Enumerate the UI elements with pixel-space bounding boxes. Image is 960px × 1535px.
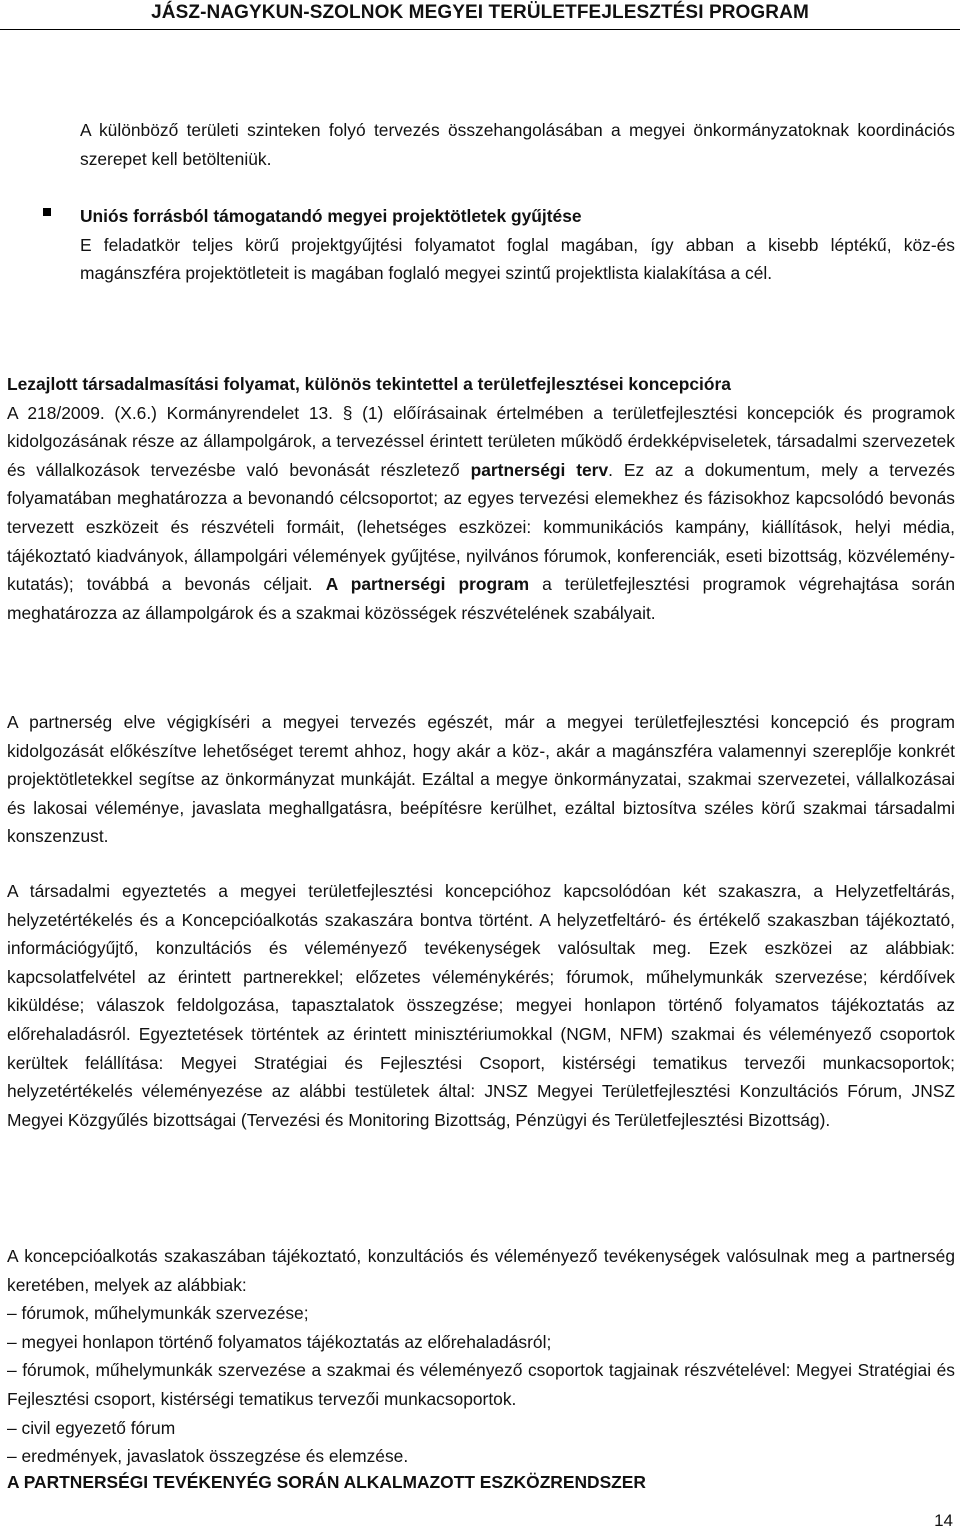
list-item: – fórumok, műhelymunkák szervezése a szakmai és véleményező csoportok tagjainak részvételével: Megyei Stratégiai és Fejlesztési csoport, kistérségi tematikus tervezői munkacsoportok. xyxy=(7,1360,955,1409)
regulation-text-c: a területfejlesztési programok végrehajtása során meghatározza az állampolgárok és a szakmai közösségek részvételének szabályait. xyxy=(7,574,955,623)
list-intro: A koncepcióalkotás szakaszában tájékoztató, konzultációs és véleményező tevékenységek valósulnak meg a partnerség keretében, melyek az alábbiak: xyxy=(7,1246,955,1295)
intro-paragraph: A különböző területi szinteken folyó tervezés összehangolásában a megyei önkormányzatoknak koordinációs szerepet kell betölteniük. xyxy=(80,120,955,169)
regulation-text-a: A 218/2009. (X.6.) Kormányrendelet 13. § (1) előírásainak értelmében a területfejlesztési koncepciók és programok kidolgozásának része az állampolgárok, a tervezéssel érintett területen működő érdekképviseletek, társadalmi szervezetek és vállalkozások tervezésbe való bevonását részletező xyxy=(7,402,955,480)
section-paragraph-1 xyxy=(7,370,955,627)
partnership-plan-term: partnerségi terv xyxy=(470,459,609,480)
section-2-heading-text: A PARTNERSÉGI TEVÉKENYÉG SORÁN ALKALMAZOTT ESZKÖZRENDSZER xyxy=(7,1472,646,1492)
list-item: – megyei honlapon történő folyamatos tájékoztatás az előrehaladásról; xyxy=(7,1331,552,1352)
section-heading: Lezajlott társadalmasítási folyamat, különös tekintettel a területfejlesztései koncepcióra xyxy=(7,374,731,394)
list-item: – fórumok, műhelymunkák szervezése; xyxy=(7,1303,309,1324)
partnership-program-term: A partnerségi program xyxy=(325,574,530,595)
page-number: 14 xyxy=(934,1511,953,1530)
header-divider xyxy=(0,29,960,30)
bullet-heading: Uniós forrásból támogatandó megyei projektötletek gyűjtése xyxy=(80,206,582,226)
list-item: – eredmények, javaslatok összegzése és elemzése. xyxy=(7,1446,409,1467)
bullet-text: E feladatkör teljes körű projektgyűjtési folyamatot foglal magában, így abban a kisebb léptékű, köz-és magánszféra projektötleteit is magában foglaló megyei szintű projektlista kialakítása a cél. xyxy=(80,234,955,284)
section-2-heading xyxy=(7,1468,955,1497)
section-paragraph-2: A partnerség elve végigkíséri a megyei tervezés egészét, már a megyei területfejlesztési koncepció és program kidolgozását előkészítve lehetőséget teremt ahhoz, hogy akár a köz-, akár a magánszféra valamennyi szereplője konkrét projektötletekkel segítse az önkormányzat munkáját. Ezáltal a megye önkormányzatai, szakmai szervezetei, vállalkozásai és lakosai véleménye, javaslata meghallgatásra, beépítésre kerülhet, ezáltal biztosítva széles körű szakmai társadalmi konszenzust. xyxy=(7,712,955,847)
section-paragraph-3: A társadalmi egyeztetés a megyei területfejlesztési koncepcióhoz kapcsolódóan két szakaszra, a Helyzetfeltárás, helyzetértékelés és a Koncepcióalkotás szakaszára bontva történt. A helyzetfeltáró- és értékelő szakaszban tájékoztató, információgyűjtő, konzultációs és véleményező tevékenységek valósultak meg. Ezek eszközei az alábbiak: kapcsolatfelvétel az érintett partnerekkel; előzetes véleménykérés; fórumok, műhelymunkák szervezése; kérdőívek kiküldése; válaszok feldolgozása, tapasztalatok összegzése; megyei honlapon történő folyamatos tájékoztatás az előrehaladásról. Egyeztetések történtek az érintett minisztériumokkal (NGM, NFM) szakmai és véleményező csoportok kerültek felállítása: Megyei Stratégiai és Fejlesztési Csoport, kistérségi tematikus tervezői munkacsoportok; helyzetértékelés véleményezése az alábbi testületek által: JNSZ Megyei Területfejlesztési Konzultációs Fórum, JNSZ Megyei Közgyűlés bizottságai (Tervezési és Monitoring Bizottság, Pénzügyi és Területfejlesztési Bizottság). xyxy=(7,881,955,1130)
list-item: – civil egyezető fórum xyxy=(7,1417,176,1438)
bullet-paragraph xyxy=(80,202,955,288)
regulation-text-b: . Ez az a dokumentum, mely a tervezés folyamatában meghatározza a bevonandó célcsoportot; az egyes tervezési elemekhez és fázisokhoz kapcsolódó bevonás tervezett eszközeit és részvételi formáit, (lehetséges eszközei: kommunikációs kampány, kiállítások, helyi média, tájékoztató kiadványok, állampolgári vélemények gyűjtése, nyilvános fórumok, konferenciák, eseti bizottság, közvélemény-kutatás); továbbá a bevonás céljait. xyxy=(7,459,955,595)
page-header: JÁSZ-NAGYKUN-SZOLNOK MEGYEI TERÜLETFEJLESZTÉSI PROGRAM xyxy=(151,2,809,23)
square-bullet-icon xyxy=(43,208,51,216)
section-paragraph-4 xyxy=(7,1242,955,1471)
